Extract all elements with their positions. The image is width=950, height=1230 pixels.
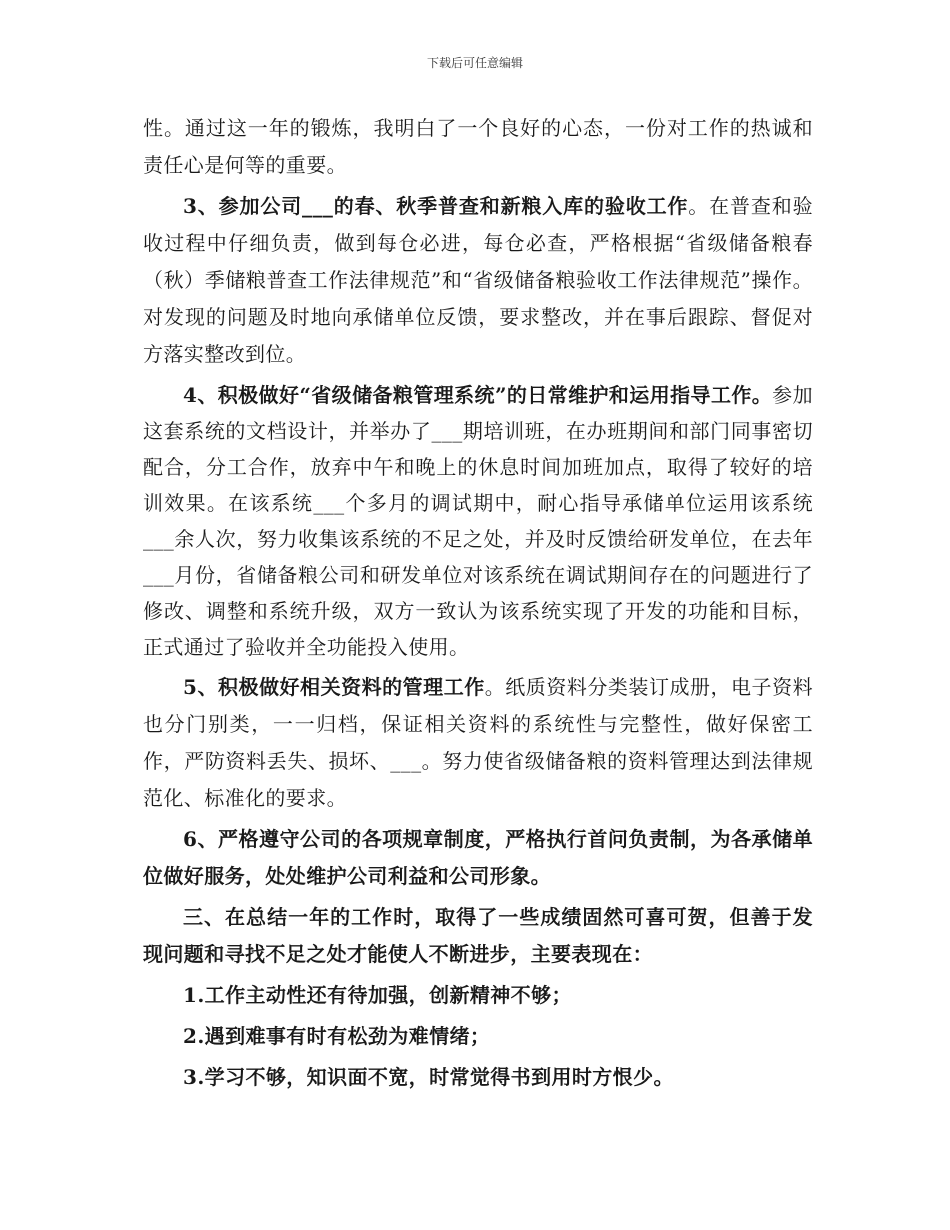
item-5-text: 。纸质资料分类装订成册，电子资料也分门别类，一一归档，保证相关资料的系统性与完整性，做好保密工作，严防资料丢失、损坏、___。努力使省级储备粮的资料管理达到法律规范化、标准化的要求。	[143, 675, 814, 810]
list-item-1: 1.工作主动性还有待加强，创新精神不够；	[183, 983, 572, 1007]
list-item-2: 2.遇到难事有时有松劲为难情绪；	[183, 1024, 491, 1048]
paragraph-item-6: 6、严格遵守公司的各项规章制度，严格执行首问负责制，为各承储单位做好服务，处处维护公司利益和公司形象。	[143, 827, 813, 888]
paragraph-section-3: 三、在总结一年的工作时，取得了一些成绩固然可喜可贺，但善于发现问题和寻找不足之处才能使人不断进步，主要表现在：	[143, 905, 813, 966]
item-4-heading: 4、积极做好“省级储备粮管理系统”的日常维护和运用指导工作。	[183, 383, 773, 407]
item-3-heading: 3、参加公司___的春、秋季普查和新粮入库的验收工作	[183, 194, 689, 218]
item-4-text: 参加这套系统的文档设计，并举办了___期培训班，在办班期间和部门同事密切配合，分工合作，放弃中午和晚上的休息时间加班加点，取得了较好的培训效果。在该系统___个多月的调试期中，耐心指导承储单位运用该系统___余人次，努力收集该系统的不足之处，并及时反馈给研发单位，在去年___月份，省储备粮公司和研发单位对该系统在调试期间存在的问题进行了修改、调整和系统升级，双方一致认为该系统实现了开发的功能和目标，正式通过了验收并全功能投入使用。	[143, 383, 813, 659]
item-3-text: 。在普查和验收过程中仔细负责，做到每仓必进，每仓必查，严格根据“省级储备粮春（秋）季储粮普查工作法律规范”和“省级储备粮验收工作法律规范”操作。对发现的问题及时地向承储单位反馈，要求整改，并在事后跟踪、督促对方落实整改到位。	[143, 194, 813, 366]
paragraph-item-5	[143, 669, 813, 817]
paragraph-item-3	[143, 188, 813, 373]
item-5-heading: 5、积极做好相关资料的管理工作	[183, 675, 485, 699]
paragraph-continuation: 性。通过这一年的锻炼，我明白了一个良好的心态，一份对工作的热诚和责任心是何等的重要。	[143, 116, 813, 177]
paragraph-item-4	[143, 377, 813, 665]
page-header: 下载后可任意编辑	[426, 56, 523, 70]
list-item-3: 3.学习不够，知识面不宽，时常觉得书到用时方恨少。	[183, 1065, 674, 1089]
document-body	[143, 110, 813, 1096]
